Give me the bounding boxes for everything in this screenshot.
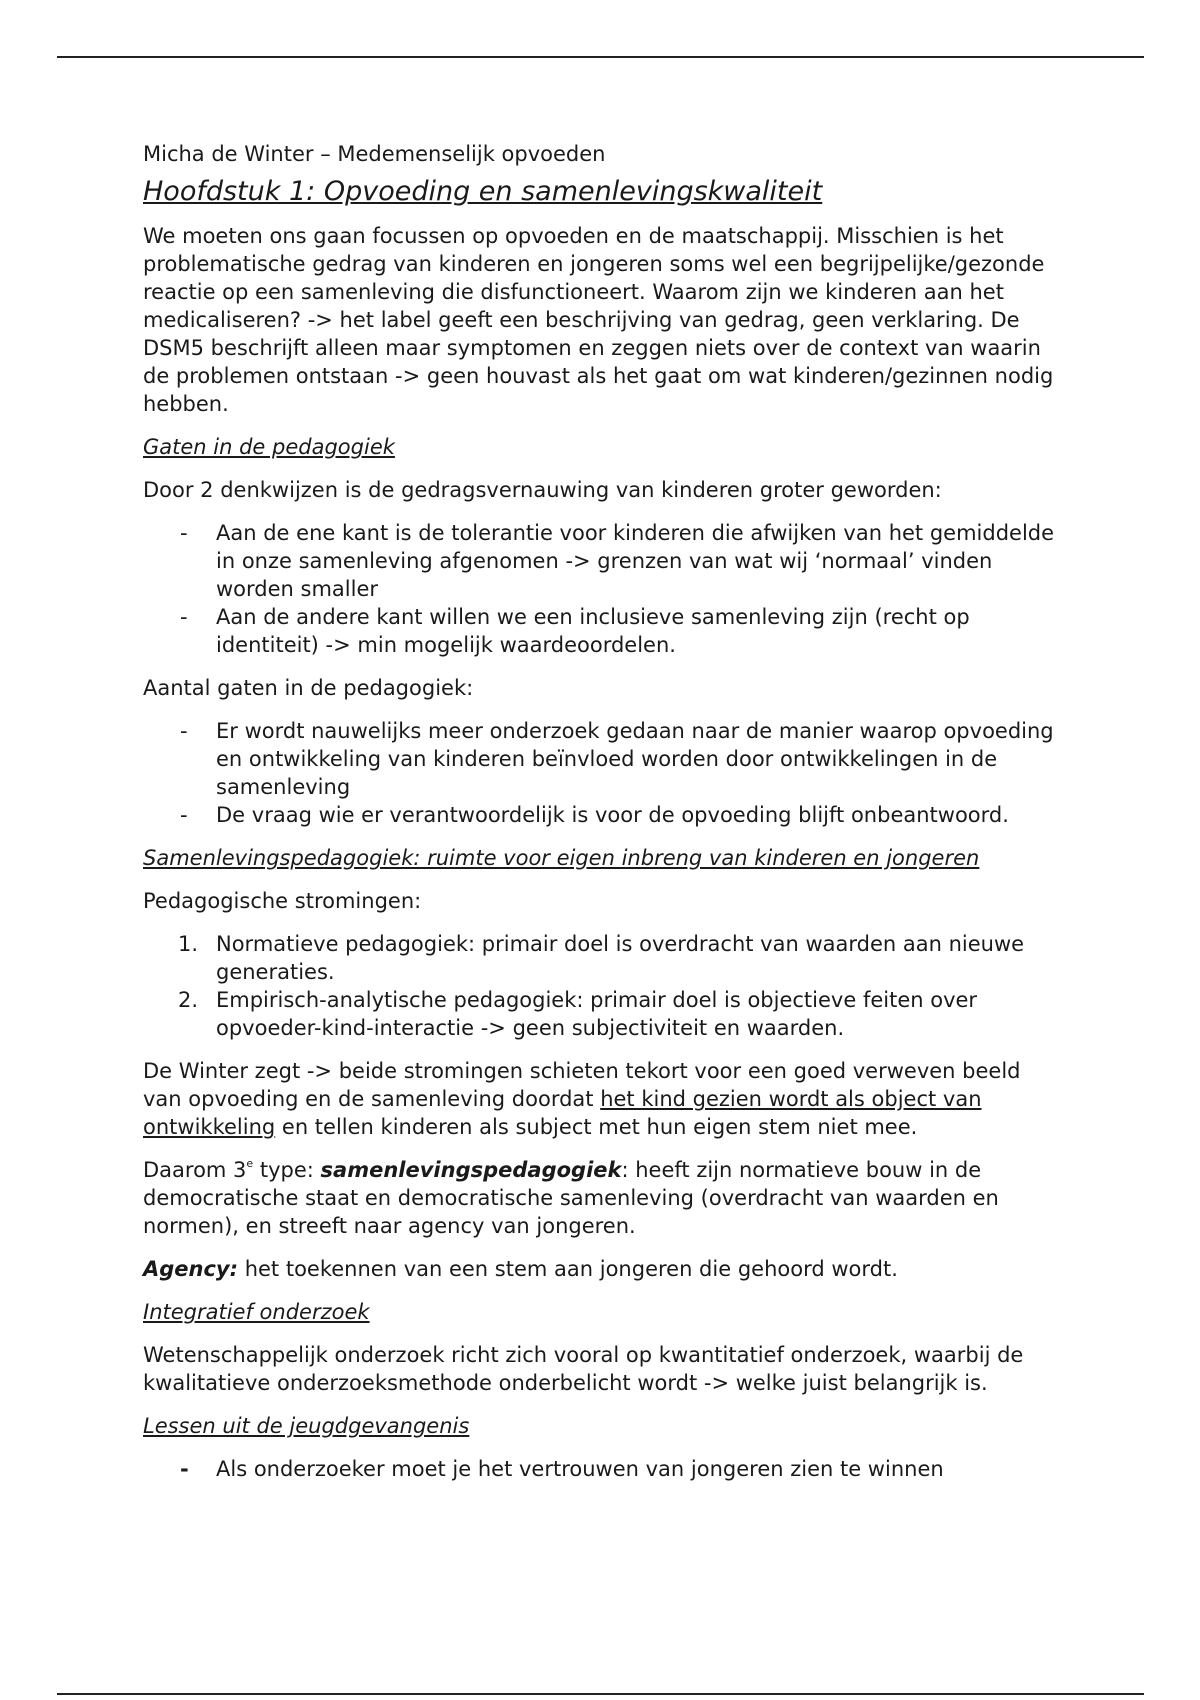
list-item: 2. Empirisch-analytische pedagogiek: primair doel is objectieve feiten over opvoeder-kind-interactie -> geen subjectiviteit en waarden. bbox=[178, 988, 978, 1040]
number-marker: 1. bbox=[178, 932, 199, 956]
paragraph: Aantal gaten in de pedagogiek: bbox=[143, 676, 474, 700]
paragraph: Pedagogische stromingen: bbox=[143, 889, 422, 913]
bottom-rule bbox=[57, 1693, 1144, 1695]
list-item: 1. Normatieve pedagogiek: primair doel is overdracht van waarden aan nieuwe generaties. bbox=[178, 932, 1025, 984]
term-agency: Agency: bbox=[143, 1257, 239, 1281]
list-item: - Als onderzoeker moet je het vertrouwen van jongeren zien te winnen bbox=[180, 1457, 944, 1481]
list-item: - De vraag wie er verantwoordelijk is voor de opvoeding blijft onbeantwoord. bbox=[180, 803, 1009, 827]
paragraph-de-winter: De Winter zegt -> beide stromingen schieten tekort voor een goed verweven beeld van opvoeding en de samenleving doordat het kind gezien wordt als object van ontwikkeling en tellen kinderen als subject met hun eigen stem niet mee. bbox=[143, 1059, 1021, 1139]
chapter-title: Hoofdstuk 1: Opvoeding en samenlevingskwaliteit bbox=[143, 176, 823, 207]
document-subtitle: Micha de Winter – Medemenselijk opvoeden bbox=[143, 142, 606, 166]
numbered-list bbox=[143, 930, 1063, 1042]
document-body bbox=[143, 140, 1063, 1498]
section-heading-samenlevingspedagogiek: Samenlevingspedagogiek: ruimte voor eigen inbreng van kinderen en jongeren bbox=[143, 846, 980, 870]
intro-paragraph: We moeten ons gaan focussen op opvoeden en de maatschappij. Misschien is het problematische gedrag van kinderen en jongeren soms wel een begrijpelijke/gezonde reactie op een samenleving die disfunctioneert. Waarom zijn we kinderen aan het medicaliseren? -> het label geeft een beschrijving van gedrag, geen verklaring. De DSM5 beschrijft alleen maar symptomen en zeggen niets over de context van waarin de problemen ontstaan -> geen houvast als het gaat om wat kinderen/gezinnen nodig hebben. bbox=[143, 224, 1054, 416]
number-marker: 2. bbox=[178, 988, 199, 1012]
paragraph-daarom: Daarom 3e type: samenlevingspedagogiek: heeft zijn normatieve bouw in de democratische staat en democratische samenleving (overdracht van waarden en normen), en streeft naar agency van jongeren. bbox=[143, 1157, 999, 1238]
dash-marker: - bbox=[180, 605, 188, 629]
top-rule bbox=[57, 56, 1144, 58]
bullet-list bbox=[143, 519, 1063, 659]
dash-marker: - bbox=[180, 803, 188, 827]
section-heading-lessen: Lessen uit de jeugdgevangenis bbox=[143, 1414, 470, 1438]
section-heading-integratief: Integratief onderzoek bbox=[143, 1300, 370, 1324]
list-item: - Aan de andere kant willen we een inclusieve samenleving zijn (recht op identiteit) -> min mogelijk waardeoordelen. bbox=[180, 605, 970, 657]
dash-marker: - bbox=[180, 719, 188, 743]
bullet-list bbox=[143, 717, 1063, 829]
term-samenlevingspedagogiek: samenlevingspedagogiek bbox=[320, 1158, 622, 1182]
paragraph: Wetenschappelijk onderzoek richt zich vooral op kwantitatief onderzoek, waarbij de kwalitatieve onderzoeksmethode onderbelicht wordt -> welke juist belangrijk is. bbox=[143, 1343, 1024, 1395]
paragraph: Door 2 denkwijzen is de gedragsvernauwing van kinderen groter geworden: bbox=[143, 478, 942, 502]
list-item: - Aan de ene kant is de tolerantie voor kinderen die afwijken van het gemiddelde in onze samenleving afgenomen -> grenzen van wat wij ‘normaal’ vinden worden smaller bbox=[180, 521, 1055, 601]
underlined-phrase: het kind gezien wordt als object van ontwikkeling bbox=[143, 1087, 982, 1139]
section-heading-gaten: Gaten in de pedagogiek bbox=[143, 435, 395, 459]
definition-agency: Agency: het toekennen van een stem aan jongeren die gehoord wordt. bbox=[143, 1257, 898, 1281]
dash-marker: - bbox=[180, 521, 188, 545]
dash-marker: - bbox=[180, 1457, 189, 1481]
bullet-list bbox=[143, 1455, 1063, 1483]
list-item: - Er wordt nauwelijks meer onderzoek gedaan naar de manier waarop opvoeding en ontwikkeling van kinderen beïnvloed worden door ontwikkelingen in de samenleving bbox=[180, 719, 1054, 799]
